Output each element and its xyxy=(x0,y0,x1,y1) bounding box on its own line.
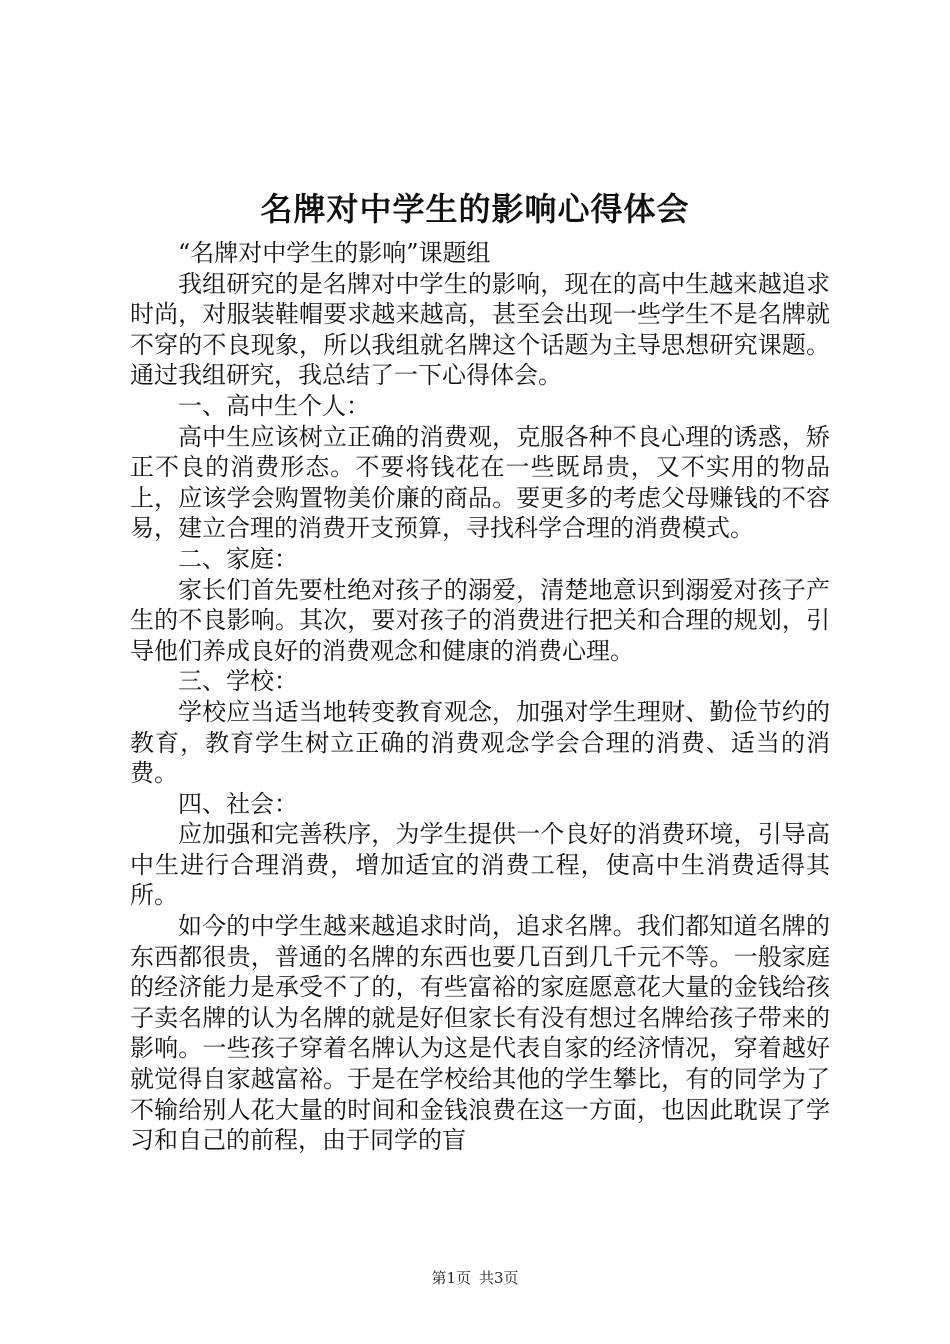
page-number: 第1页 xyxy=(431,1269,471,1287)
section-paragraph: 家长们首先要杜绝对孩子的溺爱，清楚地意识到溺爱对孩子产生的不良影响。其次，要对孩子的消费进行把关和合理的规划，引导他们养成良好的消费观念和健康的消费心理。 xyxy=(130,575,830,665)
section-heading: 四、社会： xyxy=(178,789,298,818)
section-paragraph: 应加强和完善秩序，为学生提供一个良好的消费环境，引导高中生进行合理消费，增加适宜的消费工程，使高中生消费适得其所。 xyxy=(130,820,830,910)
section-heading: 三、学校： xyxy=(178,667,298,696)
section-heading: 二、家庭： xyxy=(178,544,298,573)
intro-paragraph: 我组研究的是名牌对中学生的影响，现在的高中生越来越追求时尚，对服装鞋帽要求越来越高，甚至会出现一些学生不是名牌就不穿的不良现象，所以我组就名牌这个话题为主导思想研究课题。通过我组研究，我总结了一下心得体会。 xyxy=(130,269,830,390)
page-total: 共3页 xyxy=(479,1269,519,1287)
section-paragraph: 高中生应该树立正确的消费观，克服各种不良心理的诱惑，矫正不良的消费形态。不要将钱花在一些既昂贵，又不实用的物品上，应该学会购置物美价廉的商品。要更多的考虑父母赚钱的不容易，建立合理的消费开支预算，寻找科学合理的消费模式。 xyxy=(130,422,830,543)
section-heading: 一、高中生个人： xyxy=(178,391,370,420)
document-body xyxy=(130,238,830,1156)
section-paragraph: 学校应当适当地转变教育观念，加强对学生理财、勤俭节约的教育，教育学生树立正确的消费观念学会合理的消费、适当的消费。 xyxy=(130,697,830,788)
page-footer xyxy=(0,1268,950,1288)
document-title: 名牌对中学生的影响心得体会 xyxy=(260,190,690,228)
subtitle: “名牌对中学生的影响”课题组 xyxy=(178,239,491,267)
closing-paragraph: 如今的中学生越来越追求时尚，追求名牌。我们都知道名牌的东西都很贵，普通的名牌的东西也要几百到几千元不等。一般家庭的经济能力是承受不了的，有些富裕的家庭愿意花大量的金钱给孩子卖名牌的认为名牌的就是好但家长有没有想过名牌给孩子带来的影响。一些孩子穿着名牌认为这是代表自家的经济情况，穿着越好就觉得自家越富裕。于是在学校给其他的学生攀比，有的同学为了不输给别人花大量的时间和金钱浪费在这一方面，也因此耽误了学习和自己的前程，由于同学的盲 xyxy=(130,912,830,1155)
